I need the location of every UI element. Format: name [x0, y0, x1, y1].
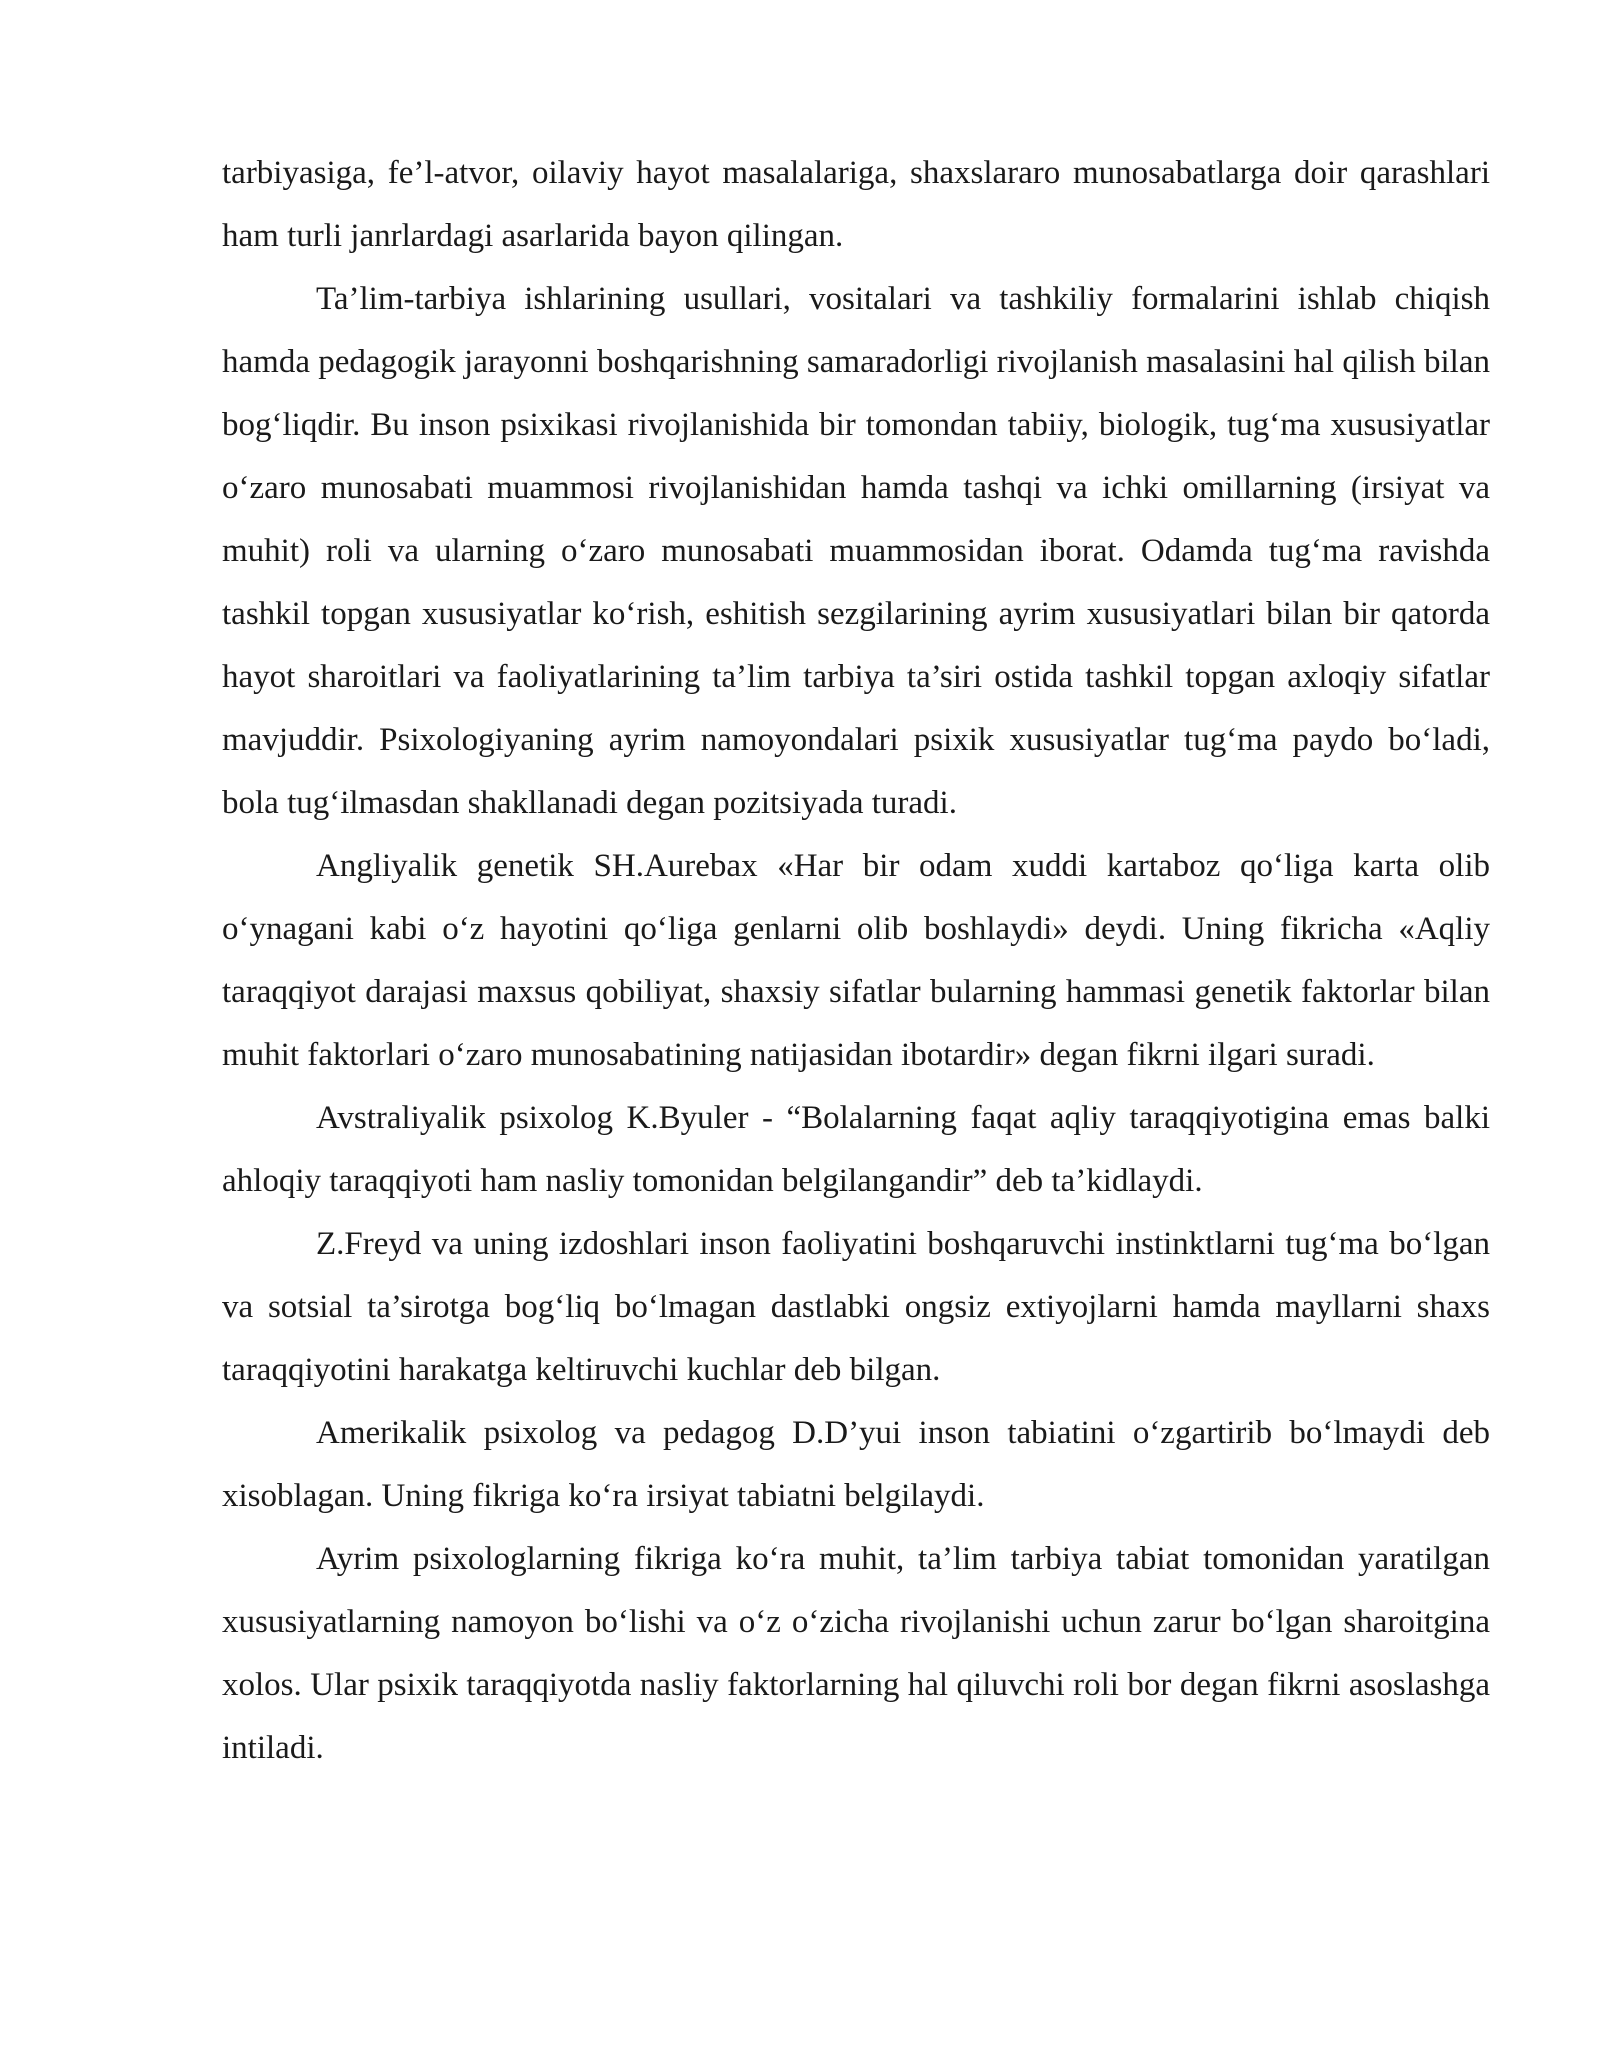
paragraph-byuler: Avstraliyalik psixolog K.Byuler - “Bolalarning faqat aqliy taraqqiyotigina emas balki ahloqiy taraqqiyoti ham nasliy tomonidan belgilangandir” deb ta’kidlaydi. — [222, 1100, 1490, 1199]
paragraph-freyd: Z.Freyd va uning izdoshlari inson faoliyatini boshqaruvchi instinktlarni tug‘ma bo‘lgan va sotsial ta’sirotga bog‘liq bo‘lmagan dastlabki ongsiz extiyojlarni hamda mayllarni shaxs taraqqiyotini harakatga keltiruvchi kuchlar deb bilgan. — [222, 1226, 1490, 1388]
paragraph-pedagogical-process: Ta’lim-tarbiya ishlarining usullari, vositalari va tashkiliy formalarini ishlab chiqish hamda pedagogik jarayonni boshqarishning samaradorligi rivojlanish masalasini hal qilish bilan bog‘liqdir. Bu inson psixikasi rivojlanishida bir tomondan tabiiy, biologik, tug‘ma xususiyatlar o‘zaro munosabati muammosi rivojlanishidan hamda tashqi va ichki omillarning (irsiyat va muhit) roli va ularning o‘zaro munosabati muammosidan iborat. Odamda tug‘ma ravishda tashkil topgan xususiyatlar ko‘rish, eshitish sezgilarining ayrim xususiyatlari bilan bir qatorda hayot sharoitlari va faoliyatlarining ta’lim tarbiya ta’siri ostida tashkil topgan axloqiy sifatlar mavjuddir. Psixologiyaning ayrim namoyondalari psixik xususiyatlar tug‘ma paydo bo‘ladi, bola tug‘ilmasdan shakllanadi degan pozitsiyada turadi. — [222, 281, 1490, 821]
paragraph-environment: Ayrim psixologlarning fikriga ko‘ra muhit, ta’lim tarbiya tabiat tomonidan yaratilgan xususiyatlarning namoyon bo‘lishi va o‘z o‘zicha rivojlanishi uchun zarur bo‘lgan sharoitgina xolos. Ular psixik taraqqiyotda nasliy faktorlarning hal qiluvchi roli bor degan fikrni asoslashga intiladi. — [222, 1541, 1490, 1766]
paragraph-continued: tarbiyasiga, fe’l-atvor, oilaviy hayot masalalariga, shaxslararo munosabatlarga doir qarashlari ham turli janrlardagi asarlarida bayon qilingan. — [222, 155, 1490, 254]
document-body — [222, 142, 1490, 1780]
paragraph-dyui: Amerikalik psixolog va pedagog D.D’yui inson tabiatini o‘zgartirib bo‘lmaydi deb xisoblagan. Uning fikriga ko‘ra irsiyat tabiatni belgilaydi. — [222, 1415, 1490, 1514]
paragraph-aurebax: Angliyalik genetik SH.Aurebax «Har bir odam xuddi kartaboz qo‘liga karta olib o‘ynagani kabi o‘z hayotini qo‘liga genlarni olib boshlaydi» deydi. Uning fikricha «Aqliy taraqqiyot darajasi maxsus qobiliyat, shaxsiy sifatlar bularning hammasi genetik faktorlar bilan muhit faktorlari o‘zaro munosabatining natijasidan ibotardir» degan fikrni ilgari suradi. — [222, 848, 1490, 1073]
